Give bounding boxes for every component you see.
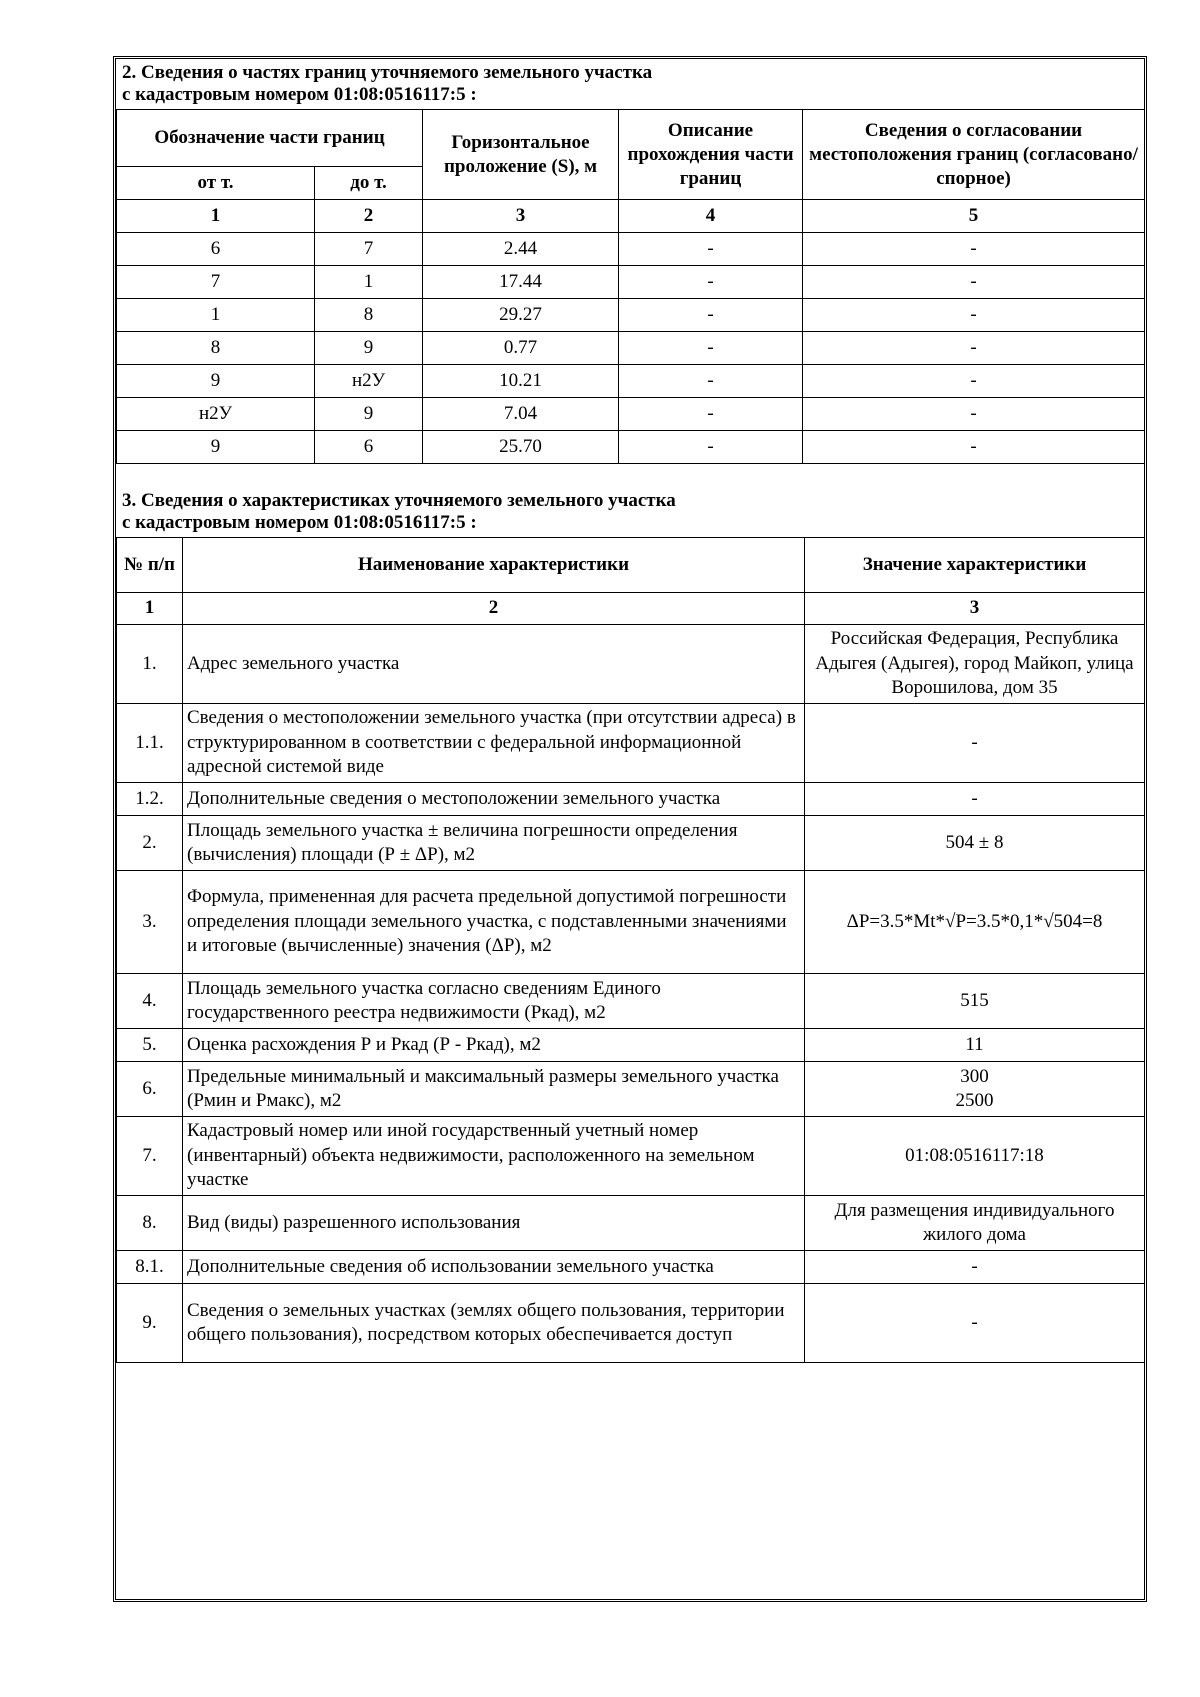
section3-title bbox=[116, 487, 1144, 534]
header-to-point: до т. bbox=[315, 167, 423, 200]
characteristic-value: 11 bbox=[805, 1029, 1145, 1062]
horizontal-length: 29.27 bbox=[423, 299, 619, 332]
characteristic-value: 515 bbox=[805, 974, 1145, 1029]
item-number: 3. bbox=[117, 871, 183, 974]
characteristic-name: Оценка расхождения Р и Ркад (Р - Ркад), м2 bbox=[183, 1029, 805, 1062]
to-point: 9 bbox=[315, 332, 423, 365]
table-row bbox=[117, 625, 1145, 704]
item-number: 8. bbox=[117, 1196, 183, 1251]
col-number: 1 bbox=[117, 593, 183, 625]
col-number: 3 bbox=[423, 200, 619, 233]
description: - bbox=[619, 332, 803, 365]
table-row bbox=[117, 266, 1145, 299]
to-point: н2У bbox=[315, 365, 423, 398]
header-characteristic-value: Значение характеристики bbox=[805, 538, 1145, 593]
characteristic-name: Адрес земельного участка bbox=[183, 625, 805, 704]
from-point: 7 bbox=[117, 266, 315, 299]
column-number-row bbox=[117, 200, 1145, 233]
agreement: - bbox=[803, 266, 1145, 299]
from-point: 8 bbox=[117, 332, 315, 365]
from-point: 9 bbox=[117, 431, 315, 464]
section3-title-line1: 3. Сведения о характеристиках уточняемого земельного участка bbox=[122, 490, 676, 511]
table-row bbox=[117, 704, 1145, 783]
header-agreement: Сведения о согласовании местоположения границ (согласовано/спорное) bbox=[803, 110, 1145, 200]
item-number: 4. bbox=[117, 974, 183, 1029]
document-frame bbox=[113, 56, 1147, 1602]
characteristic-name: Вид (виды) разрешенного использования bbox=[183, 1196, 805, 1251]
horizontal-length: 7.04 bbox=[423, 398, 619, 431]
characteristic-name: Кадастровый номер или иной государственный учетный номер (инвентарный) объекта недвижимости, расположенного на земельном участке bbox=[183, 1117, 805, 1196]
table-row bbox=[117, 398, 1145, 431]
col-number: 3 bbox=[805, 593, 1145, 625]
column-number-row bbox=[117, 593, 1145, 625]
agreement: - bbox=[803, 332, 1145, 365]
characteristic-value: 504 ± 8 bbox=[805, 816, 1145, 871]
characteristic-name: Сведения о земельных участках (землях общего пользования, территории общего пользования), посредством которых обеспечивается доступ bbox=[183, 1284, 805, 1363]
from-point: 9 bbox=[117, 365, 315, 398]
characteristic-value: - bbox=[805, 1284, 1145, 1363]
boundary-parts-table bbox=[116, 109, 1145, 464]
agreement: - bbox=[803, 299, 1145, 332]
to-point: 9 bbox=[315, 398, 423, 431]
table-row bbox=[117, 1029, 1145, 1062]
item-number: 1.1. bbox=[117, 704, 183, 783]
horizontal-length: 2.44 bbox=[423, 233, 619, 266]
description: - bbox=[619, 299, 803, 332]
item-number: 5. bbox=[117, 1029, 183, 1062]
characteristic-name: Формула, примененная для расчета предельной допустимой погрешности определения площади земельного участка, с подставленными значениями и итоговые (вычисленные) значения (ΔР), м2 bbox=[183, 871, 805, 974]
horizontal-length: 25.70 bbox=[423, 431, 619, 464]
agreement: - bbox=[803, 431, 1145, 464]
item-number: 2. bbox=[117, 816, 183, 871]
header-characteristic-name: Наименование характеристики bbox=[183, 538, 805, 593]
table-row bbox=[117, 783, 1145, 816]
table-row bbox=[117, 365, 1145, 398]
col-number: 2 bbox=[183, 593, 805, 625]
item-number: 9. bbox=[117, 1284, 183, 1363]
description: - bbox=[619, 398, 803, 431]
header-from-point: от т. bbox=[117, 167, 315, 200]
characteristic-value: - bbox=[805, 704, 1145, 783]
description: - bbox=[619, 266, 803, 299]
item-number: 8.1. bbox=[117, 1251, 183, 1284]
table-row bbox=[117, 1117, 1145, 1196]
header-description: Описание прохождения части границ bbox=[619, 110, 803, 200]
section3-title-line2: с кадастровым номером 01:08:0516117:5 : bbox=[122, 512, 477, 533]
characteristic-name: Предельные минимальный и максимальный размеры земельного участка (Рмин и Рмакс), м2 bbox=[183, 1062, 805, 1117]
to-point: 8 bbox=[315, 299, 423, 332]
characteristic-value: ΔР=3.5*Mt*√Р=3.5*0,1*√504=8 bbox=[805, 871, 1145, 974]
table-row bbox=[117, 1251, 1145, 1284]
characteristic-name: Дополнительные сведения об использовании земельного участка bbox=[183, 1251, 805, 1284]
characteristic-name: Дополнительные сведения о местоположении земельного участка bbox=[183, 783, 805, 816]
item-number: 1.2. bbox=[117, 783, 183, 816]
table-row bbox=[117, 1062, 1145, 1117]
characteristic-name: Сведения о местоположении земельного участка (при отсутствии адреса) в структурированном в соответствии с федеральной информационной адресной системой виде bbox=[183, 704, 805, 783]
characteristic-value: - bbox=[805, 1251, 1145, 1284]
characteristic-value: Российская Федерация, Республика Адыгея (Адыгея), город Майкоп, улица Ворошилова, дом 35 bbox=[805, 625, 1145, 704]
item-number: 1. bbox=[117, 625, 183, 704]
agreement: - bbox=[803, 233, 1145, 266]
table-row bbox=[117, 332, 1145, 365]
section2-title-line2: с кадастровым номером 01:08:0516117:5 : bbox=[122, 84, 477, 105]
header-boundary-designation: Обозначение части границ bbox=[117, 110, 423, 167]
characteristic-value: - bbox=[805, 783, 1145, 816]
col-number: 5 bbox=[803, 200, 1145, 233]
agreement: - bbox=[803, 365, 1145, 398]
table-row bbox=[117, 1196, 1145, 1251]
item-number: 7. bbox=[117, 1117, 183, 1196]
table-row bbox=[117, 816, 1145, 871]
characteristic-value bbox=[805, 1062, 1145, 1117]
to-point: 1 bbox=[315, 266, 423, 299]
horizontal-length: 17.44 bbox=[423, 266, 619, 299]
max-size-value: 2500 bbox=[955, 1090, 994, 1111]
agreement: - bbox=[803, 398, 1145, 431]
col-number: 2 bbox=[315, 200, 423, 233]
col-number: 4 bbox=[619, 200, 803, 233]
horizontal-length: 10.21 bbox=[423, 365, 619, 398]
from-point: н2У bbox=[117, 398, 315, 431]
description: - bbox=[619, 365, 803, 398]
header-item-number: № п/п bbox=[117, 538, 183, 593]
table-row bbox=[117, 871, 1145, 974]
from-point: 1 bbox=[117, 299, 315, 332]
table-row bbox=[117, 299, 1145, 332]
characteristic-value: Для размещения индивидуального жилого дома bbox=[805, 1196, 1145, 1251]
section2-title bbox=[116, 59, 1144, 106]
from-point: 6 bbox=[117, 233, 315, 266]
item-number: 6. bbox=[117, 1062, 183, 1117]
table-row bbox=[117, 431, 1145, 464]
to-point: 7 bbox=[315, 233, 423, 266]
characteristic-name: Площадь земельного участка ± величина погрешности определения (вычисления) площади (Р ± ΔР), м2 bbox=[183, 816, 805, 871]
header-horizontal-length: Горизонтальное проложение (S), м bbox=[423, 110, 619, 200]
description: - bbox=[619, 233, 803, 266]
section2-title-line1: 2. Сведения о частях границ уточняемого земельного участка bbox=[122, 62, 653, 83]
characteristics-table bbox=[116, 537, 1145, 1363]
characteristic-name: Площадь земельного участка согласно сведениям Единого государственного реестра недвижимости (Ркад), м2 bbox=[183, 974, 805, 1029]
characteristic-value: 01:08:0516117:18 bbox=[805, 1117, 1145, 1196]
table-row bbox=[117, 1284, 1145, 1363]
to-point: 6 bbox=[315, 431, 423, 464]
table-row bbox=[117, 974, 1145, 1029]
col-number: 1 bbox=[117, 200, 315, 233]
min-size-value: 300 bbox=[960, 1065, 989, 1087]
description: - bbox=[619, 431, 803, 464]
horizontal-length: 0.77 bbox=[423, 332, 619, 365]
table-row bbox=[117, 233, 1145, 266]
